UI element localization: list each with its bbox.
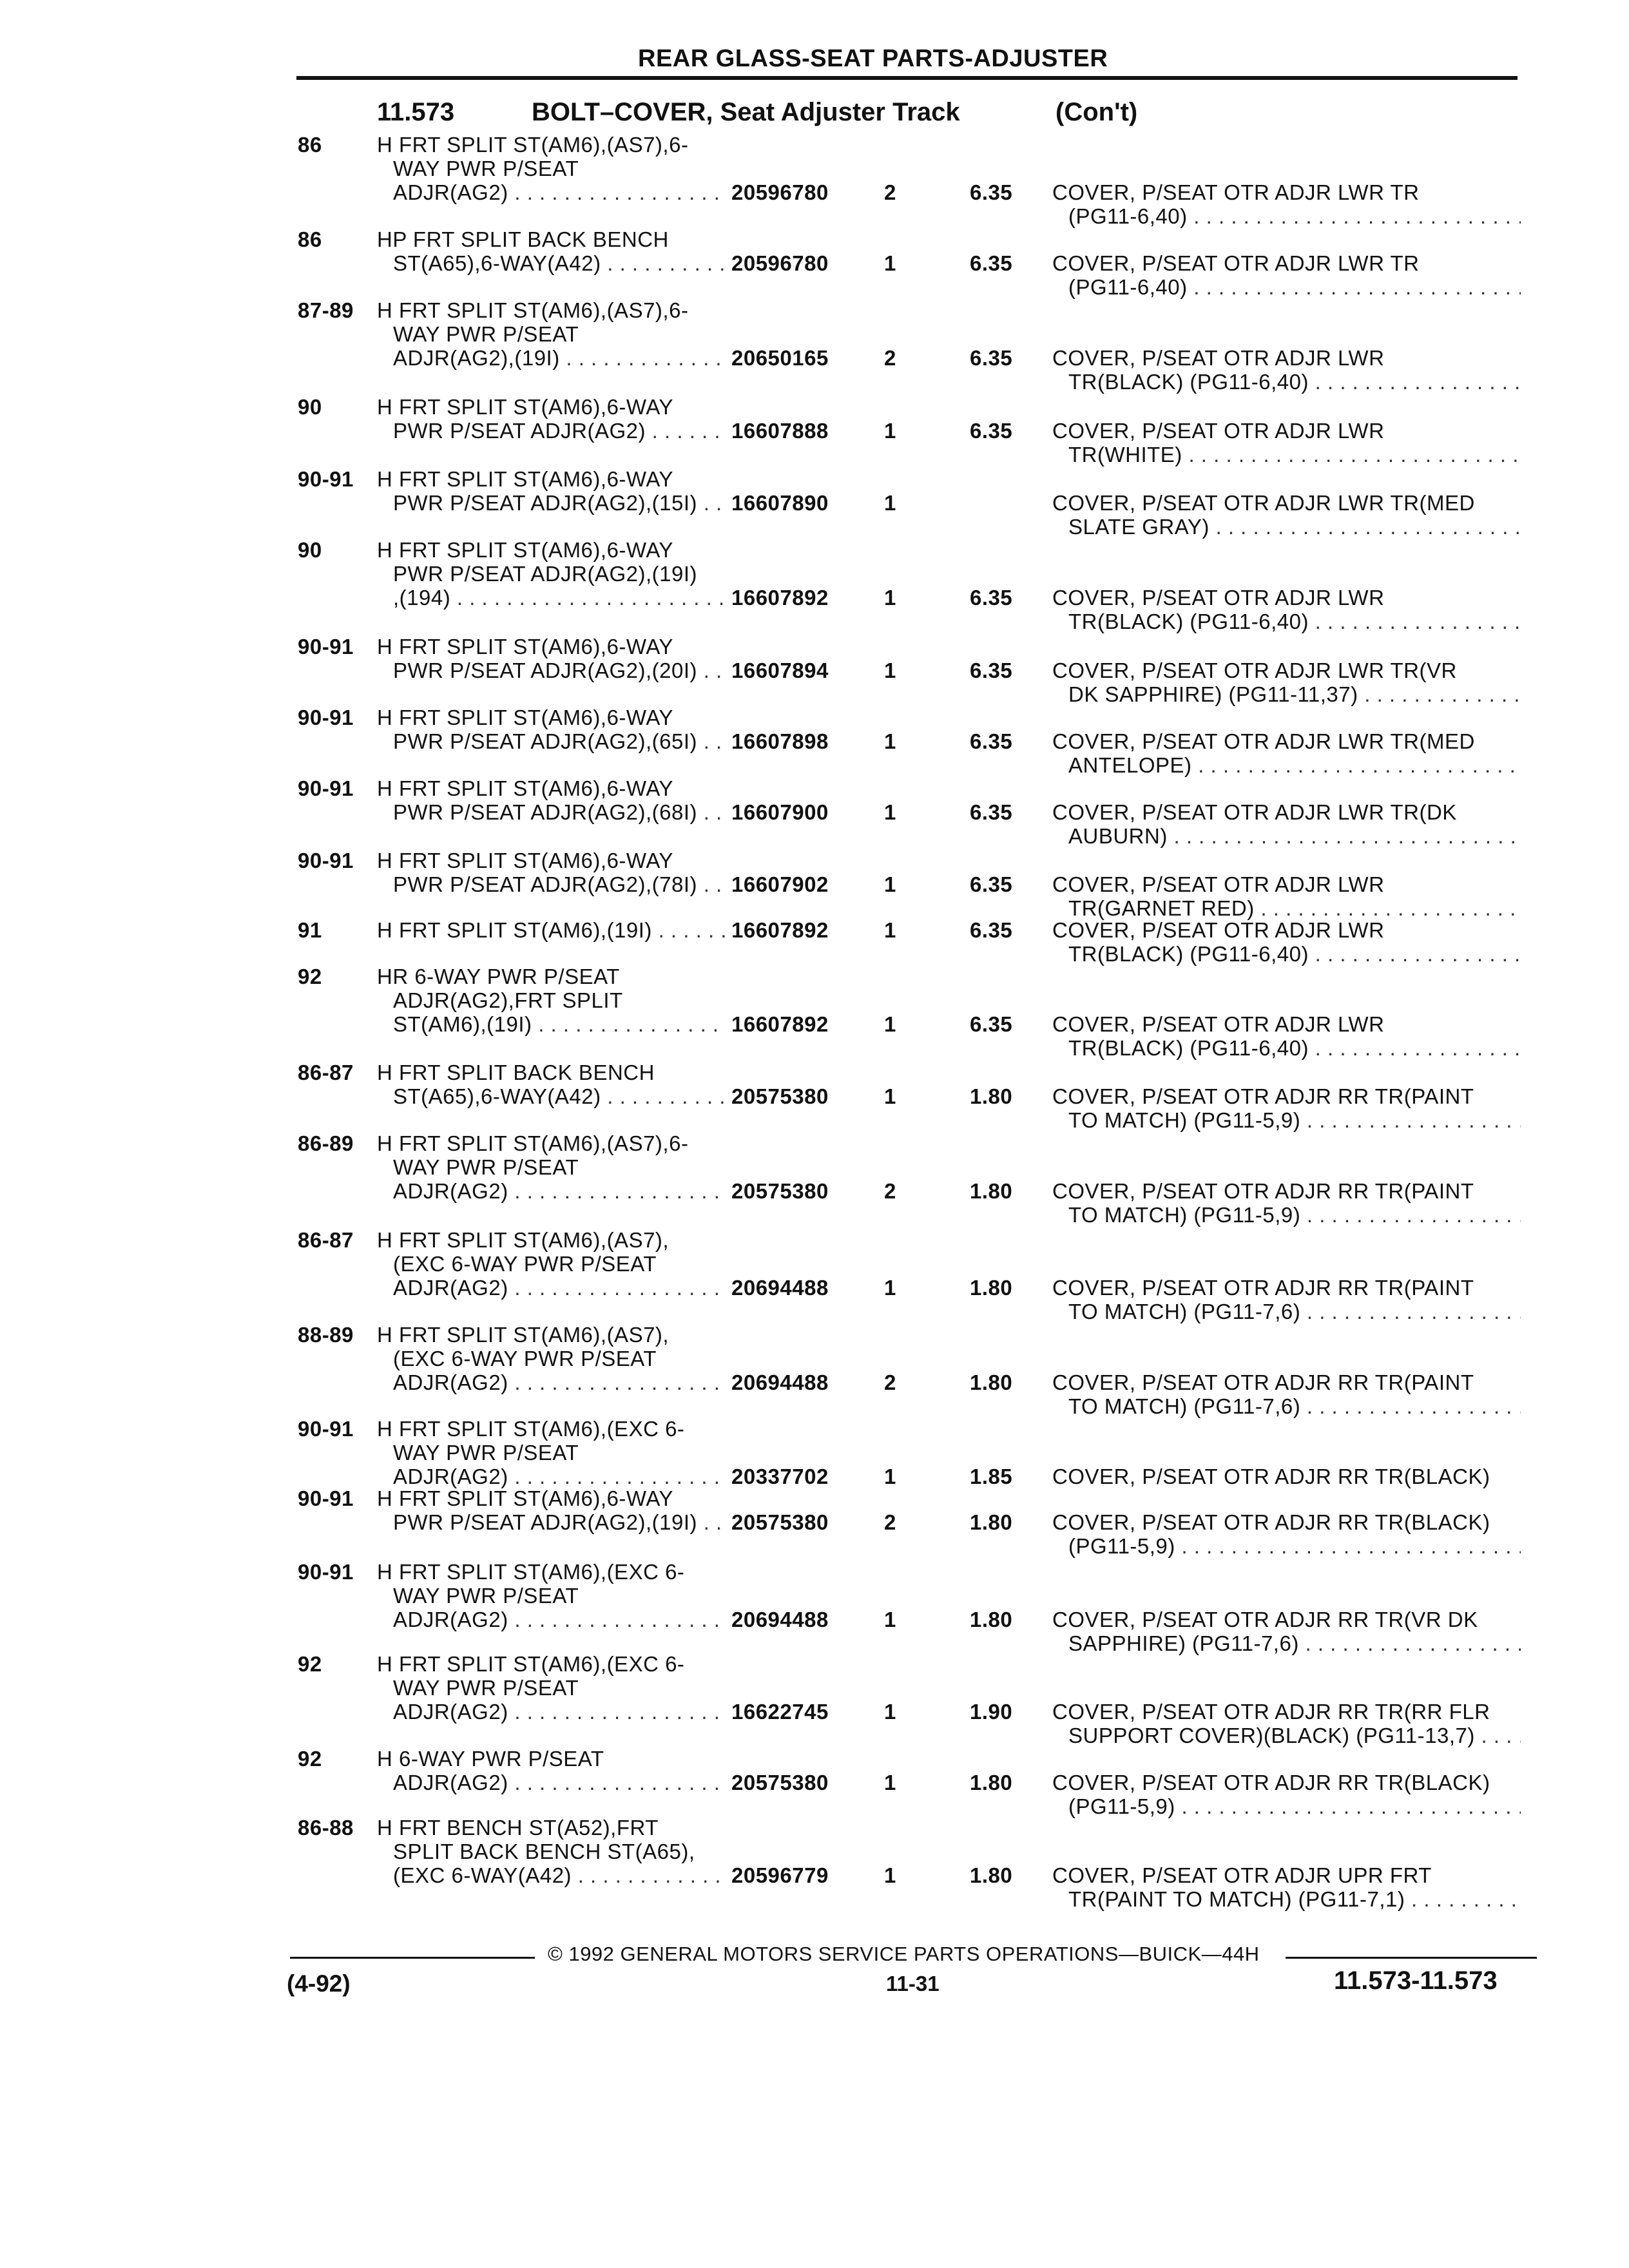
part-number: 20575380 [731,1084,829,1108]
usage-description-line: H FRT SPLIT ST(AM6),6-WAY [377,395,673,419]
usage-description-line: H FRT SPLIT ST(AM6),6-WAY [377,467,673,491]
usage-description-line: H FRT SPLIT ST(AM6),(EXC 6- [377,1652,685,1676]
usage-description-line: H FRT SPLIT ST(AM6),6-WAY [377,1486,673,1510]
usage-description-line: WAY PWR P/SEAT [393,1155,579,1179]
usage-description-line: H FRT SPLIT ST(AM6),(AS7),6- [377,298,689,322]
usage-description-line: PWR P/SEAT ADJR(AG2),(68I) . . . [393,800,727,825]
usage-description-line: PWR P/SEAT ADJR(AG2),(15I) . . . [393,490,727,516]
price: 1.80 [970,1084,1013,1108]
part-number: 20694488 [731,1370,829,1394]
quantity: 1 [884,1771,896,1794]
part-name-line: TO MATCH) (PG11-7,6) . . . [1068,1394,1521,1419]
price: 6.35 [970,872,1013,896]
usage-description-line: WAY PWR P/SEAT [393,1584,579,1608]
quantity: 1 [884,729,896,753]
part-name-line: TR(GARNET RED) . . . [1068,896,1521,921]
part-name-line: TR(PAINT TO MATCH) (PG11-7,1) . . . [1068,1887,1521,1912]
part-number: 16607892 [731,918,829,942]
model-year: 90-91 [298,849,354,872]
usage-description-line: (EXC 6-WAY(A42) . . . [393,1863,727,1888]
price: 1.80 [970,1510,1013,1534]
section-number: 11.573 [377,98,455,126]
price: 1.80 [970,1179,1013,1203]
part-name-line: COVER, P/SEAT OTR ADJR RR TR(BLACK) [1052,1510,1490,1534]
part-name-line: COVER, P/SEAT OTR ADJR LWR TR(VR [1052,658,1457,682]
usage-description-line: ADJR(AG2) . . . [393,1275,727,1301]
quantity: 1 [884,419,896,443]
part-name-line: ANTELOPE) . . . [1068,753,1521,778]
price: 1.80 [970,1863,1013,1887]
part-name-line: COVER, P/SEAT OTR ADJR RR TR(RR FLR [1052,1700,1490,1724]
usage-description-line: WAY PWR P/SEAT [393,1676,579,1700]
model-year: 86-89 [298,1131,354,1155]
quantity: 1 [884,1700,896,1724]
usage-description-line: H FRT SPLIT ST(AM6),6-WAY [377,538,673,562]
quantity: 1 [884,1465,896,1488]
quantity: 1 [884,800,896,824]
usage-description-line: H FRT SPLIT BACK BENCH [377,1061,655,1084]
quantity: 1 [884,918,896,942]
part-name-line: TR(BLACK) (PG11-6,40) . . . [1068,609,1521,635]
section-continued: (Con't) [1055,98,1138,126]
price: 1.80 [970,1608,1013,1631]
part-name-line: COVER, P/SEAT OTR ADJR LWR TR(DK [1052,800,1457,824]
part-number: 20337702 [731,1465,829,1488]
part-name-line: DK SAPPHIRE) (PG11-11,37) . . . [1068,682,1521,707]
part-name-line: COVER, P/SEAT OTR ADJR LWR TR [1052,180,1420,204]
quantity: 2 [884,1370,896,1394]
part-name-line: TO MATCH) (PG11-7,6) . . . [1068,1299,1521,1325]
footer-rule-left [290,1957,535,1959]
usage-description-line: WAY PWR P/SEAT [393,1441,579,1465]
model-year: 86-87 [298,1061,354,1084]
usage-description-line: ADJR(AG2) . . . [393,180,727,206]
usage-description-line: H 6-WAY PWR P/SEAT [377,1747,604,1771]
part-name-line: TR(BLACK) (PG11-6,40) . . . [1068,369,1521,395]
part-number: 20596780 [731,251,829,275]
quantity: 2 [884,1510,896,1534]
usage-description-line: H FRT SPLIT ST(AM6),(AS7), [377,1228,670,1252]
usage-description-line: ADJR(AG2),FRT SPLIT [393,988,623,1012]
price: 1.80 [970,1370,1013,1394]
model-year: 88-89 [298,1323,354,1347]
model-year: 86-87 [298,1228,354,1252]
part-number: 16607892 [731,1012,829,1036]
part-number: 16607902 [731,872,829,896]
part-name-line: COVER, P/SEAT OTR ADJR RR TR(VR DK [1052,1608,1478,1631]
part-number: 16622745 [731,1700,829,1724]
part-name-line: COVER, P/SEAT OTR ADJR RR TR(PAINT [1052,1179,1474,1203]
usage-description-line: ST(A65),6-WAY(A42) . . . [393,251,727,276]
usage-description-line: H FRT SPLIT ST(AM6),(EXC 6- [377,1560,685,1584]
usage-description-line: ADJR(AG2) . . . [393,1464,727,1490]
usage-description-line: PWR P/SEAT ADJR(AG2),(20I) . . . [393,658,727,684]
usage-description-line: ADJR(AG2) . . . [393,1699,727,1725]
usage-description-line: ,(194) . . . [393,585,727,611]
price: 1.90 [970,1700,1013,1724]
page-header-title: REAR GLASS-SEAT PARTS-ADJUSTER [638,45,1108,72]
quantity: 1 [884,1863,896,1887]
usage-description-line: ST(AM6),(19I) . . . [393,1012,727,1037]
usage-description-line: ADJR(AG2) . . . [393,1178,727,1204]
model-year: 87-89 [298,298,354,322]
price: 1.80 [970,1771,1013,1794]
part-name-line: (PG11-5,9) . . . [1068,1533,1521,1559]
usage-description-line: H FRT SPLIT ST(AM6),(AS7), [377,1323,670,1347]
model-year: 90-91 [298,706,354,729]
part-name-line: TR(BLACK) (PG11-6,40) . . . [1068,1035,1521,1061]
model-year: 90-91 [298,1560,354,1584]
quantity: 1 [884,586,896,610]
footer-rule-right [1286,1957,1537,1959]
model-year: 90-91 [298,1486,354,1510]
price: 6.35 [970,586,1013,610]
footer-copyright: © 1992 GENERAL MOTORS SERVICE PARTS OPERATIONS—BUICK—44H [548,1943,1260,1965]
part-name-line: TR(WHITE) . . . [1068,442,1521,468]
model-year: 86-88 [298,1816,354,1840]
quantity: 2 [884,346,896,370]
part-name-line: SLATE GRAY) . . . [1068,514,1521,540]
usage-description-line: WAY PWR P/SEAT [393,157,579,180]
part-name-line: TO MATCH) (PG11-5,9) . . . [1068,1108,1521,1133]
footer-page-number: 11-31 [886,1972,940,1995]
usage-description-line: WAY PWR P/SEAT [393,322,579,346]
part-number: 16607892 [731,586,829,610]
part-name-line: COVER, P/SEAT OTR ADJR UPR FRT [1052,1863,1432,1887]
quantity: 1 [884,872,896,896]
quantity: 1 [884,1012,896,1036]
part-name-line: COVER, P/SEAT OTR ADJR RR TR(PAINT [1052,1084,1474,1108]
footer-range: 11.573-11.573 [1334,1966,1498,1995]
part-number: 16607888 [731,419,829,443]
part-name-line: COVER, P/SEAT OTR ADJR RR TR(PAINT [1052,1370,1474,1394]
price: 6.35 [970,180,1013,204]
part-number: 20596780 [731,180,829,204]
part-number: 20575380 [731,1771,829,1794]
part-number: 16607898 [731,729,829,753]
part-name-line: COVER, P/SEAT OTR ADJR LWR [1052,918,1385,942]
usage-description-line: H FRT SPLIT ST(AM6),(EXC 6- [377,1417,685,1441]
model-year: 90-91 [298,776,354,800]
quantity: 1 [884,251,896,275]
price: 6.35 [970,1012,1013,1036]
price: 6.35 [970,658,1013,682]
quantity: 1 [884,1608,896,1631]
model-year: 90-91 [298,467,354,491]
part-name-line: COVER, P/SEAT OTR ADJR LWR TR(MED [1052,729,1475,753]
part-name-line: COVER, P/SEAT OTR ADJR RR TR(BLACK) [1052,1771,1490,1794]
price: 6.35 [970,918,1013,942]
usage-description-line: SPLIT BACK BENCH ST(A65), [393,1840,695,1863]
quantity: 1 [884,491,896,515]
usage-description-line: H FRT SPLIT ST(AM6),6-WAY [377,635,673,658]
usage-description-line: PWR P/SEAT ADJR(AG2),(78I) . . . [393,872,727,898]
usage-description-line: ADJR(AG2) . . . [393,1770,727,1796]
usage-description-line: (EXC 6-WAY PWR P/SEAT [393,1252,657,1276]
part-number: 20575380 [731,1510,829,1534]
usage-description-line: PWR P/SEAT ADJR(AG2) . . . [393,418,727,444]
price: 6.35 [970,729,1013,753]
model-year: 91 [298,918,322,942]
usage-description-line: (EXC 6-WAY PWR P/SEAT [393,1347,657,1370]
model-year: 92 [298,1747,322,1771]
usage-description-line: HR 6-WAY PWR P/SEAT [377,965,620,988]
usage-description-line: H FRT SPLIT ST(AM6),(19I) . . . [377,918,727,943]
quantity: 2 [884,180,896,204]
quantity: 1 [884,1084,896,1108]
price: 6.35 [970,800,1013,824]
usage-description-line: PWR P/SEAT ADJR(AG2),(65I) . . . [393,729,727,754]
part-number: 20575380 [731,1179,829,1203]
part-number: 20596779 [731,1863,829,1887]
model-year: 86 [298,227,322,251]
part-name-line: TO MATCH) (PG11-5,9) . . . [1068,1202,1521,1228]
part-name-line: COVER, P/SEAT OTR ADJR RR TR(BLACK) [1052,1465,1490,1488]
part-name-line: (PG11-6,40) . . . [1068,274,1521,300]
usage-description-line: H FRT SPLIT ST(AM6),6-WAY [377,849,673,872]
part-name-line: COVER, P/SEAT OTR ADJR LWR [1052,419,1385,443]
footer-date: (4-92) [287,1970,351,1997]
part-number: 20694488 [731,1276,829,1300]
part-name-line: COVER, P/SEAT OTR ADJR LWR TR [1052,251,1420,275]
part-number: 20694488 [731,1608,829,1631]
part-number: 16607894 [731,658,829,682]
usage-description-line: ST(A65),6-WAY(A42) . . . [393,1084,727,1110]
price: 1.80 [970,1276,1013,1300]
price: 6.35 [970,346,1013,370]
price: 6.35 [970,251,1013,275]
model-year: 92 [298,1652,322,1676]
usage-description-line: ADJR(AG2) . . . [393,1370,727,1396]
section-name: BOLT–COVER, Seat Adjuster Track [532,98,960,126]
price: 6.35 [970,419,1013,443]
model-year: 90-91 [298,1417,354,1441]
part-name-line: COVER, P/SEAT OTR ADJR LWR [1052,872,1385,896]
part-name-line: SUPPORT COVER)(BLACK) (PG11-13,7) . . . [1068,1723,1521,1749]
model-year: 90 [298,395,322,419]
usage-description-line: PWR P/SEAT ADJR(AG2),(19I) [393,562,698,586]
part-name-line: AUBURN) . . . [1068,823,1521,849]
part-name-line: SAPPHIRE) (PG11-7,6) . . . [1068,1631,1521,1657]
quantity: 1 [884,1276,896,1300]
model-year: 90-91 [298,635,354,658]
usage-description-line: H FRT SPLIT ST(AM6),6-WAY [377,776,673,800]
quantity: 1 [884,658,896,682]
usage-description-line: H FRT SPLIT ST(AM6),6-WAY [377,706,673,729]
usage-description-line: PWR P/SEAT ADJR(AG2),(19I) . . . [393,1510,727,1535]
price: 1.85 [970,1465,1013,1488]
part-name-line: COVER, P/SEAT OTR ADJR RR TR(PAINT [1052,1276,1474,1300]
model-year: 90 [298,538,322,562]
part-name-line: COVER, P/SEAT OTR ADJR LWR [1052,346,1385,370]
usage-description-line: ADJR(AG2),(19I) . . . [393,345,727,371]
usage-description-line: H FRT SPLIT ST(AM6),(AS7),6- [377,1131,689,1155]
usage-description-line: H FRT BENCH ST(A52),FRT [377,1816,659,1840]
part-name-line: TR(BLACK) (PG11-6,40) . . . [1068,941,1521,967]
model-year: 86 [298,133,322,157]
quantity: 2 [884,1179,896,1203]
part-name-line: COVER, P/SEAT OTR ADJR LWR TR(MED [1052,491,1475,515]
model-year: 92 [298,965,322,988]
part-name-line: (PG11-6,40) . . . [1068,204,1521,229]
part-number: 16607890 [731,491,829,515]
part-number: 16607900 [731,800,829,824]
usage-description-line: H FRT SPLIT ST(AM6),(AS7),6- [377,133,689,157]
part-name-line: (PG11-5,9) . . . [1068,1794,1521,1820]
part-number: 20650165 [731,346,829,370]
usage-description-line: HP FRT SPLIT BACK BENCH [377,227,669,251]
part-name-line: COVER, P/SEAT OTR ADJR LWR [1052,1012,1385,1036]
usage-description-line: ADJR(AG2) . . . [393,1607,727,1633]
part-name-line: COVER, P/SEAT OTR ADJR LWR [1052,586,1385,610]
